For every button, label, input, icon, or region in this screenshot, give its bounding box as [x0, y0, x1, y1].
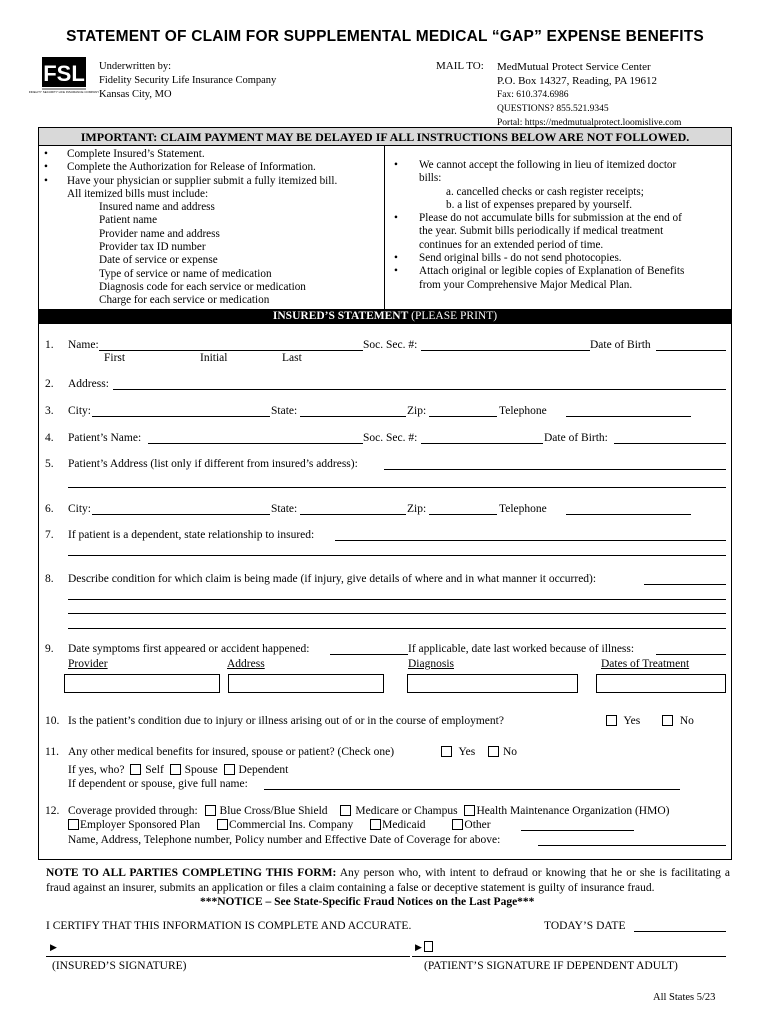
- relationship-field-2[interactable]: [68, 555, 726, 556]
- initial-label: Initial: [200, 352, 228, 364]
- dates-of-treatment-input[interactable]: [596, 674, 726, 693]
- spouse-label: Spouse: [184, 764, 218, 776]
- notice-bold: NOTE TO ALL PARTIES COMPLETING THIS FORM:: [46, 867, 337, 879]
- itemized-item: Diagnosis code for each service or medication: [99, 280, 306, 293]
- telephone-label: Telephone: [499, 405, 547, 417]
- instruction-item: b. a list of expenses prepared by yourself.: [446, 198, 633, 211]
- instruction-item: bills:: [419, 172, 442, 185]
- symptoms-date-field[interactable]: [330, 654, 408, 655]
- relationship-label: If patient is a dependent, state relationship to insured:: [68, 529, 315, 541]
- zip-label: Zip:: [407, 503, 427, 515]
- telephone-label: Telephone: [499, 503, 547, 515]
- patient-address-label: Patient’s Address (list only if different from insured’s address):: [68, 458, 358, 470]
- dates-header: Dates of Treatment: [601, 658, 690, 670]
- commercial-label: Commercial Ins. Company: [228, 819, 354, 831]
- patient-zip-field[interactable]: [429, 514, 497, 515]
- mail-to-address: [497, 60, 681, 130]
- yes-label: Yes: [458, 746, 476, 758]
- patient-signature-label: (PATIENT’S SIGNATURE IF DEPENDENT ADULT): [424, 960, 678, 972]
- address-header: Address: [227, 658, 265, 670]
- right-instructions: • We cannot accept the following in lieu of itemized doctor bills: a. cancelled checks or cash register receipts; b. a list of expenses prepared by yourself. • Please do not accumulate bills for submission at the end of the year. Submit bills periodically if medical treatment continues for an extended period of time. • Send original bills - do not send photocopies. • Attach original or legible copies of Explanation of Benefits from your Comprehensive Major Medical Plan.: [394, 159, 685, 291]
- instruction-item: Complete the Authorization for Release of Information.: [67, 161, 316, 174]
- mail-fax: Fax: 610.374.6986: [497, 90, 569, 100]
- instruction-item: continues for an extended period of time.: [419, 238, 604, 251]
- notice-text: Any person who, with intent to defraud or knowing that he or she is facilitating a fraud against an insurer, submits an application or files a claim containing a false or deceptive statement is guilty of insurance fraud.: [46, 867, 731, 894]
- instruction-item: Please do not accumulate bills for submission at the end of: [419, 212, 682, 225]
- instructions-divider: [384, 146, 385, 309]
- checkbox[interactable]: [441, 746, 452, 757]
- city-field[interactable]: [92, 416, 270, 417]
- who-row: [68, 764, 288, 776]
- employment-yes[interactable]: [606, 715, 640, 727]
- field-number: 3.: [45, 405, 54, 417]
- full-name-label: If dependent or spouse, give full name:: [68, 778, 248, 790]
- todays-date-label: TODAY’S DATE: [544, 920, 626, 932]
- condition-field-2[interactable]: [68, 599, 726, 600]
- arrow-icon: ▶: [415, 942, 422, 952]
- insured-signature-field[interactable]: [46, 956, 410, 957]
- bar-rest: (PLEASE PRINT): [408, 310, 498, 322]
- address-label: Address:: [68, 378, 109, 390]
- diagnosis-input[interactable]: [407, 674, 578, 693]
- provider-input[interactable]: [64, 674, 220, 693]
- state-field[interactable]: [300, 416, 406, 417]
- field-number: 2.: [45, 378, 54, 390]
- instruction-item: Send original bills - do not send photocopies.: [419, 252, 622, 265]
- mail-questions: QUESTIONS? 855.521.9345: [497, 104, 609, 114]
- underwriter-line-3: Kansas City, MO: [99, 89, 172, 100]
- arrow-icon: ▶: [50, 942, 57, 952]
- fraud-notice: [46, 866, 730, 896]
- state-label: State:: [271, 503, 298, 515]
- instruction-item: from your Comprehensive Major Medical Plan.: [419, 278, 633, 291]
- other-checkbox[interactable]: [452, 819, 463, 830]
- coverage-details-field[interactable]: [538, 845, 726, 846]
- coverage-row-2: [68, 819, 491, 831]
- insured-statement-bar: [39, 309, 731, 324]
- instruction-item: We cannot accept the following in lieu of itemized doctor: [419, 159, 677, 171]
- bcbs-label: Blue Cross/Blue Shield: [219, 805, 328, 817]
- state-notice: ***NOTICE – See State-Specific Fraud Notices on the Last Page***: [200, 896, 535, 908]
- no-label: No: [679, 715, 694, 727]
- other-label: Other: [464, 819, 491, 831]
- patient-city-field[interactable]: [92, 514, 270, 515]
- state-label: State:: [271, 405, 298, 417]
- last-label: Last: [282, 352, 302, 364]
- field-number: 4.: [45, 432, 54, 444]
- provider-address-input[interactable]: [228, 674, 384, 693]
- field-number: 11.: [45, 746, 59, 758]
- other-benefits-no[interactable]: [488, 746, 517, 758]
- no-label: No: [503, 746, 518, 758]
- patient-address-field[interactable]: [384, 469, 726, 470]
- itemized-item: Charge for each service or medication: [99, 294, 270, 307]
- bcbs-checkbox[interactable]: [205, 805, 216, 816]
- field-number: 7.: [45, 529, 54, 541]
- city-label: City:: [68, 405, 92, 417]
- footer-version: All States 5/23: [653, 992, 716, 1003]
- coverage-details-label: Name, Address, Telephone number, Policy number and Effective Date of Coverage for above:: [68, 834, 501, 846]
- coverage-label: Coverage provided through:: [68, 805, 198, 817]
- checkbox[interactable]: [488, 746, 499, 757]
- address-field[interactable]: [113, 389, 726, 390]
- employer-label: Employer Sponsored Plan: [80, 819, 201, 831]
- employment-no[interactable]: [662, 715, 694, 727]
- full-name-field[interactable]: [264, 789, 680, 790]
- important-banner: IMPORTANT: CLAIM PAYMENT MAY BE DELAYED IF ALL INSTRUCTIONS BELOW ARE NOT FOLLOWED.: [39, 128, 731, 146]
- itemized-item: Provider name and address: [99, 227, 220, 240]
- employer-checkbox[interactable]: [68, 819, 79, 830]
- hmo-label: Health Maintenance Organization (HMO): [476, 805, 670, 817]
- condition-field-4[interactable]: [68, 628, 726, 629]
- instruction-item: the year. Submit bills periodically if medical treatment: [419, 225, 664, 238]
- patient-name-field[interactable]: [148, 443, 363, 444]
- zip-label: Zip:: [407, 405, 427, 417]
- patient-signature-field[interactable]: [412, 956, 726, 957]
- other-benefits-question: Any other medical benefits for insured, spouse or patient? (Check one): [68, 746, 395, 758]
- mail-portal[interactable]: Portal: https://medmutualprotect.loomislive.com: [497, 118, 682, 128]
- relationship-field[interactable]: [335, 540, 726, 541]
- field-number: 10.: [45, 715, 60, 727]
- dob-label: Date of Birth: [590, 339, 651, 351]
- patient-ssn-label: Soc. Sec. #:: [363, 432, 418, 444]
- itemized-item: Patient name: [99, 214, 158, 227]
- bar-bold: INSURED’S STATEMENT: [272, 310, 409, 322]
- underwriter-block: [99, 60, 359, 102]
- instruction-item: Complete Insured’s Statement.: [67, 148, 205, 160]
- form-title: STATEMENT OF CLAIM FOR SUPPLEMENTAL MEDICAL “GAP” EXPENSE BENEFITS: [66, 28, 704, 45]
- underwriter-line-2: Fidelity Security Life Insurance Company: [99, 75, 277, 86]
- logo-text: FSL: [43, 61, 85, 86]
- zip-field[interactable]: [429, 416, 497, 417]
- checkbox[interactable]: [606, 715, 617, 726]
- self-label: Self: [145, 764, 164, 776]
- diagnosis-header: Diagnosis: [408, 658, 454, 670]
- certify-statement: I CERTIFY THAT THIS INFORMATION IS COMPLETE AND ACCURATE.: [46, 920, 412, 932]
- condition-field-3[interactable]: [68, 613, 726, 614]
- patient-ssn-field[interactable]: [421, 443, 543, 444]
- medicaid-checkbox[interactable]: [370, 819, 381, 830]
- patient-name-label: Patient’s Name:: [68, 432, 142, 444]
- medicare-label: Medicare or Champus: [355, 805, 458, 817]
- provider-header: Provider: [68, 658, 108, 670]
- dependent-checkbox[interactable]: [224, 764, 235, 775]
- employment-question: Is the patient’s condition due to injury or illness arising out of or in the course of employment?: [68, 715, 504, 727]
- medicaid-label: Medicaid: [382, 819, 426, 831]
- field-number: 6.: [45, 503, 54, 515]
- last-worked-label: If applicable, date last worked because of illness:: [408, 643, 635, 655]
- mail-to-label: MAIL TO:: [436, 60, 484, 72]
- field-number: 8.: [45, 573, 54, 585]
- mail-line-1: MedMutual Protect Service Center: [497, 61, 651, 73]
- last-worked-field[interactable]: [656, 654, 726, 655]
- itemized-item: Provider tax ID number: [99, 241, 206, 254]
- first-label: First: [104, 352, 126, 364]
- patient-address-field-2[interactable]: [68, 487, 726, 488]
- patient-telephone-field[interactable]: [566, 514, 691, 515]
- fsl-logo: [28, 57, 100, 97]
- itemized-item: Date of service or expense: [99, 254, 218, 267]
- spouse-checkbox[interactable]: [170, 764, 181, 775]
- patient-dob-label: Date of Birth:: [544, 432, 608, 444]
- city-label: City:: [68, 503, 92, 515]
- other-benefits-yes[interactable]: [441, 746, 475, 758]
- dependent-label: Dependent: [238, 764, 289, 776]
- field-number: 1.: [45, 339, 54, 351]
- field-number: 5.: [45, 458, 54, 470]
- itemized-item: Insured name and address: [99, 201, 215, 214]
- condition-label: Describe condition for which claim is being made (if injury, give details of where and in what manner it occurred):: [68, 573, 597, 585]
- who-label: If yes, who?: [68, 764, 125, 776]
- itemized-item: Type of service or name of medication: [99, 267, 272, 280]
- insured-signature-label: (INSURED’S SIGNATURE): [52, 960, 187, 972]
- ssn-field[interactable]: [421, 350, 590, 351]
- coverage-row-1: [68, 805, 669, 817]
- logo-subtext: FIDELITY SECURITY LIFE INSURANCE COMPANY: [28, 90, 100, 94]
- patient-dob-field[interactable]: [614, 443, 726, 444]
- commercial-checkbox[interactable]: [217, 819, 228, 830]
- dob-field[interactable]: [656, 350, 726, 351]
- self-checkbox[interactable]: [130, 764, 141, 775]
- underwriter-line-1: Underwritten by:: [99, 61, 172, 72]
- name-field[interactable]: [99, 350, 363, 351]
- itemized-heading: All itemized bills must include:: [67, 187, 209, 200]
- checkbox[interactable]: [662, 715, 673, 726]
- instruction-item: Have your physician or supplier submit a fully itemized bill.: [67, 174, 338, 187]
- medicare-checkbox[interactable]: [340, 805, 351, 816]
- yes-label: Yes: [623, 715, 641, 727]
- box-icon: [424, 941, 433, 952]
- mail-line-2: P.O. Box 14327, Reading, PA 19612: [497, 75, 658, 87]
- ssn-label: Soc. Sec. #:: [363, 339, 418, 351]
- todays-date-field[interactable]: [634, 931, 726, 932]
- hmo-checkbox[interactable]: [464, 805, 475, 816]
- telephone-field[interactable]: [566, 416, 691, 417]
- field-number: 12.: [45, 805, 60, 817]
- instruction-item: a. cancelled checks or cash register receipts;: [446, 185, 644, 198]
- patient-state-field[interactable]: [300, 514, 406, 515]
- field-number: 9.: [45, 643, 54, 655]
- name-label: Name:: [68, 339, 99, 351]
- condition-field[interactable]: [644, 584, 726, 585]
- left-instructions: • Complete Insured’s Statement. • Complete the Authorization for Release of Information. • Have your physician or supplier submit a fully itemized bill. All itemized bills must include: Insured name and address Patient name Provider name and address Provider tax ID number Date of service or expense Type of service or name of medication Diagnosis code for each service or medication Charge for each service or medication: [44, 148, 338, 307]
- other-field[interactable]: [521, 830, 634, 831]
- symptoms-date-label: Date symptoms first appeared or accident happened:: [68, 643, 310, 655]
- instruction-item: Attach original or legible copies of Explanation of Benefits: [419, 265, 685, 278]
